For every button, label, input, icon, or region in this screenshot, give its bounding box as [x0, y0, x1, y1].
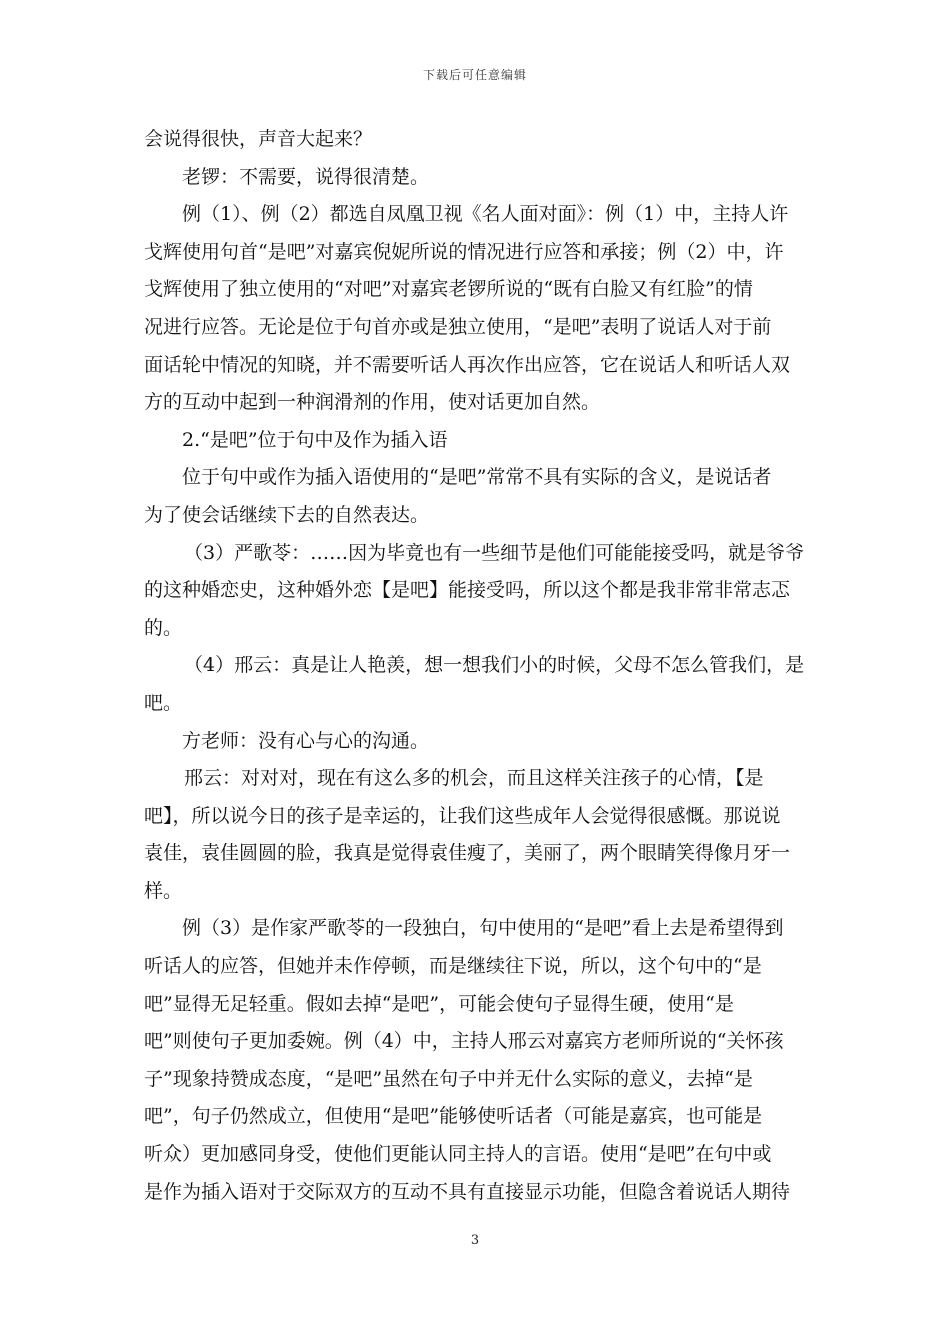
text-line: 吧】，所以说今日的孩子是幸运的，让我们这些成年人会觉得很感慨。那说说 [144, 804, 781, 827]
text-line: 邢云：对对对，现在有这么多的机会，而且这样关注孩子的心情，【是 [184, 767, 764, 790]
text-line: 子”现象持赞成态度，“是吧”虽然在句子中并无什么实际的意义，去掉“是 [144, 1067, 753, 1090]
text-line: 为了使会话继续下去的自然表达。 [144, 503, 430, 526]
text-line: 戈辉使用了独立使用的“对吧”对嘉宾老锣所说的“既有白脸又有红脸”的情 [144, 278, 753, 301]
text-line: 况进行应答。无论是位于句首亦或是独立使用，“是吧”表明了说话人对于前 [144, 315, 772, 338]
text-line: 袁佳，袁佳圆圆的脸，我真是觉得袁佳瘦了，美丽了，两个眼睛笑得像月牙一 [144, 842, 791, 865]
document-body [144, 121, 808, 1211]
text-line: 吧。 [144, 691, 183, 714]
text-line: 戈辉使用句首“是吧”对嘉宾倪妮所说的情况进行应答和承接；例（2）中，许 [144, 240, 784, 263]
text-line: 方的互动中起到一种润滑剂的作用，使对话更加自然。 [144, 391, 601, 414]
text-line: 听话人的应答，但她并未作停顿，而是继续往下说，所以，这个句中的“是 [144, 955, 762, 978]
text-line: 的。 [144, 616, 183, 639]
text-line: 听众）更加感同身受，使他们更能认同主持人的言语。使用“是吧”在句中或 [144, 1143, 772, 1166]
text-line: 是作为插入语对于交际双方的互动不具有直接显示功能，但隐含着说话人期待 [144, 1180, 791, 1203]
text-line: 会说得很快，声音大起来？ [144, 128, 373, 150]
text-line: 方老师：没有心与心的沟通。 [182, 729, 430, 752]
text-line: 吧”显得无足轻重。假如去掉“是吧”，可能会使句子显得生硬，使用“是 [144, 992, 734, 1015]
page-number: 3 [470, 1233, 480, 1248]
text-line: （4）邢云：真是让人艳羡，想一想我们小的时候，父母不怎么管我们，是 [184, 654, 805, 677]
text-line: 吧”则使句子更加委婉。例（4）中，主持人邢云对嘉宾方老师所说的“关怀孩 [144, 1030, 784, 1053]
text-line: 吧”，句子仍然成立，但使用“是吧”能够使听话者（可能是嘉宾，也可能是 [144, 1105, 763, 1128]
text-line: （3）严歌苓：……因为毕竟也有一些细节是他们可能能接受吗，就是爷爷 [184, 541, 805, 564]
text-line: 面话轮中情况的知晓，并不需要听话人再次作出应答，它在说话人和听话人双 [144, 353, 791, 376]
text-line: 位于句中或作为插入语使用的“是吧”常常不具有实际的含义，是说话者 [182, 466, 772, 489]
text-line: 老锣：不需要，说得很清楚。 [182, 165, 430, 188]
text-line: 例（1）、例（2）都选自凤凰卫视《名人面对面》：例（1）中，主持人许 [182, 203, 789, 226]
text-line: 的这种婚恋史，这种婚外恋【是吧】能接受吗，所以这个都是我非常非常志忑 [144, 579, 791, 602]
text-line: 例（3）是作家严歌苓的一段独白，句中使用的“是吧”看上去是希望得到 [182, 917, 784, 940]
text-line: 样。 [144, 879, 183, 902]
page-header: 下载后可任意编辑 [422, 68, 527, 82]
text-line: 2.“是吧”位于句中及作为插入语 [182, 428, 448, 451]
